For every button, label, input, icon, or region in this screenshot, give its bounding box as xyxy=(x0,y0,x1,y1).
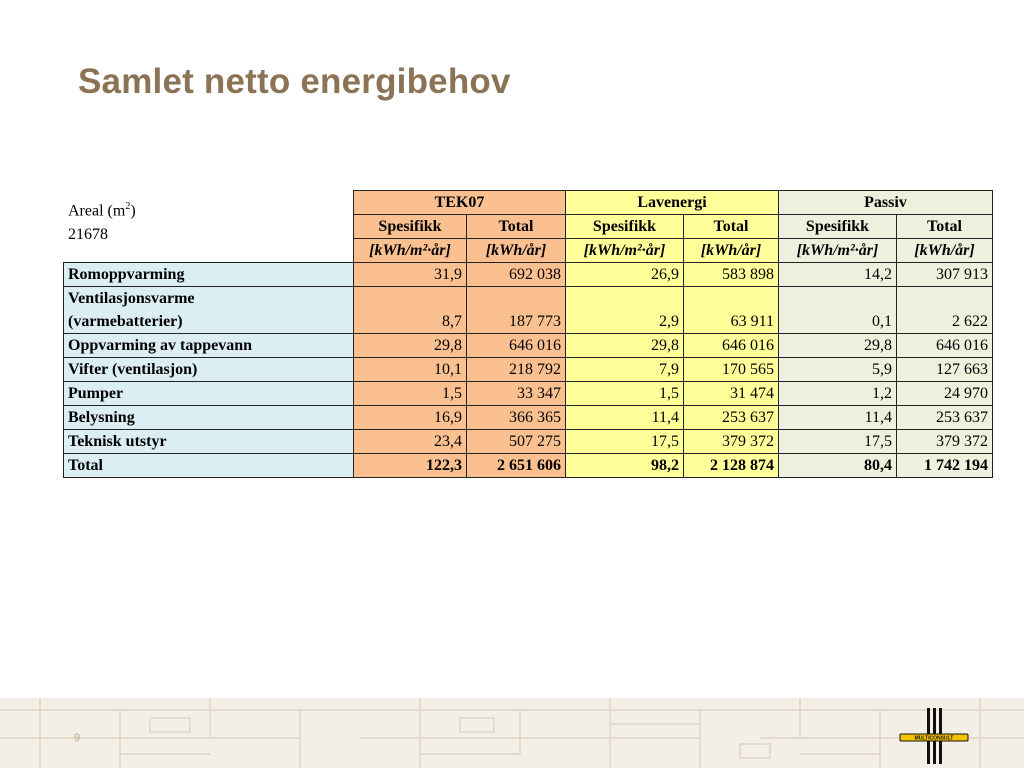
blank-cell xyxy=(64,215,354,239)
value-cell: 646 016 xyxy=(467,334,566,358)
value-cell: 31 474 xyxy=(684,382,779,406)
value-cell: 0,1 xyxy=(779,287,897,334)
row-label: Romoppvarming xyxy=(64,263,354,287)
multiconsult-logo xyxy=(896,708,972,764)
footer-pattern xyxy=(0,698,1024,768)
row-label: Vifter (ventilasjon) xyxy=(64,358,354,382)
value-cell: 646 016 xyxy=(684,334,779,358)
row-label: Total xyxy=(64,454,354,478)
value-cell: 379 372 xyxy=(684,430,779,454)
slide-title: Samlet netto energibehov xyxy=(78,62,511,101)
subheader-cell: Total xyxy=(897,215,993,239)
value-cell: 11,4 xyxy=(566,406,684,430)
value-cell: 11,4 xyxy=(779,406,897,430)
value-cell: 2 622 xyxy=(897,287,993,334)
value-cell: 218 792 xyxy=(467,358,566,382)
value-cell: 127 663 xyxy=(897,358,993,382)
svg-text:MULTICONSULT: MULTICONSULT xyxy=(914,735,954,742)
subheader-cell: Spesifikk xyxy=(566,215,684,239)
value-cell: 14,2 xyxy=(779,263,897,287)
value-cell: 583 898 xyxy=(684,263,779,287)
value-cell: 17,5 xyxy=(566,430,684,454)
value-cell: 2,9 xyxy=(566,287,684,334)
row-label: Belysning xyxy=(64,406,354,430)
subheader-row xyxy=(64,215,993,239)
value-cell: 253 637 xyxy=(684,406,779,430)
unit-cell: [kWh/år] xyxy=(467,239,566,263)
value-cell: 366 365 xyxy=(467,406,566,430)
unit-cell: [kWh/år] xyxy=(897,239,993,263)
row-label: Oppvarming av tappevann xyxy=(64,334,354,358)
group-header-row xyxy=(64,191,993,215)
value-cell: 7,9 xyxy=(566,358,684,382)
value-cell: 63 911 xyxy=(684,287,779,334)
unit-cell: [kWh/m²·år] xyxy=(354,239,467,263)
group-header-passiv: Passiv xyxy=(779,191,993,215)
unit-cell: [kWh/år] xyxy=(684,239,779,263)
value-cell: 307 913 xyxy=(897,263,993,287)
value-cell: 29,8 xyxy=(566,334,684,358)
total-cell: 1 742 194 xyxy=(897,454,993,478)
value-cell: 8,7 xyxy=(354,287,467,334)
value-cell: 187 773 xyxy=(467,287,566,334)
unit-cell: [kWh/m²·år] xyxy=(779,239,897,263)
row-label: Pumper xyxy=(64,382,354,406)
row-label-line1: Ventilasjonsvarme xyxy=(68,290,195,307)
row-label-line2: (varmebatterier) xyxy=(68,313,183,330)
row-label: Teknisk utstyr xyxy=(64,430,354,454)
blank-cell xyxy=(64,239,354,263)
value-cell: 29,8 xyxy=(779,334,897,358)
value-cell: 253 637 xyxy=(897,406,993,430)
subheader-cell: Total xyxy=(684,215,779,239)
value-cell: 1,2 xyxy=(779,382,897,406)
value-cell: 33 347 xyxy=(467,382,566,406)
page-number: 9 xyxy=(74,732,81,744)
value-cell: 24 970 xyxy=(897,382,993,406)
table-row xyxy=(64,382,993,406)
subheader-cell: Spesifikk xyxy=(354,215,467,239)
row-label xyxy=(64,287,354,334)
value-cell: 10,1 xyxy=(354,358,467,382)
value-cell: 31,9 xyxy=(354,263,467,287)
value-cell: 692 038 xyxy=(467,263,566,287)
value-cell: 16,9 xyxy=(354,406,467,430)
energy-table xyxy=(63,190,993,478)
group-header-lavenergi: Lavenergi xyxy=(566,191,779,215)
subheader-cell: Total xyxy=(467,215,566,239)
table-row xyxy=(64,358,993,382)
group-header-tek07: TEK07 xyxy=(354,191,566,215)
value-cell: 646 016 xyxy=(897,334,993,358)
value-cell: 170 565 xyxy=(684,358,779,382)
table-row xyxy=(64,334,993,358)
table-row xyxy=(64,263,993,287)
total-cell: 98,2 xyxy=(566,454,684,478)
table-row xyxy=(64,406,993,430)
logo-mark xyxy=(896,708,972,764)
subheader-cell: Spesifikk xyxy=(779,215,897,239)
footer-band xyxy=(0,698,1024,768)
area-value: 21678 xyxy=(68,226,108,244)
total-cell: 2 128 874 xyxy=(684,454,779,478)
table-row xyxy=(64,287,993,334)
total-cell: 2 651 606 xyxy=(467,454,566,478)
total-cell: 80,4 xyxy=(779,454,897,478)
value-cell: 507 275 xyxy=(467,430,566,454)
value-cell: 29,8 xyxy=(354,334,467,358)
value-cell: 5,9 xyxy=(779,358,897,382)
value-cell: 17,5 xyxy=(779,430,897,454)
area-label: Areal $(m^2)$ xyxy=(68,201,136,220)
value-cell: 1,5 xyxy=(566,382,684,406)
unit-cell: [kWh/m²·år] xyxy=(566,239,684,263)
value-cell: 23,4 xyxy=(354,430,467,454)
value-cell: 26,9 xyxy=(566,263,684,287)
total-row xyxy=(64,454,993,478)
total-cell: 122,3 xyxy=(354,454,467,478)
unit-row xyxy=(64,239,993,263)
table-row xyxy=(64,430,993,454)
value-cell: 379 372 xyxy=(897,430,993,454)
blank-cell xyxy=(64,191,354,215)
value-cell: 1,5 xyxy=(354,382,467,406)
